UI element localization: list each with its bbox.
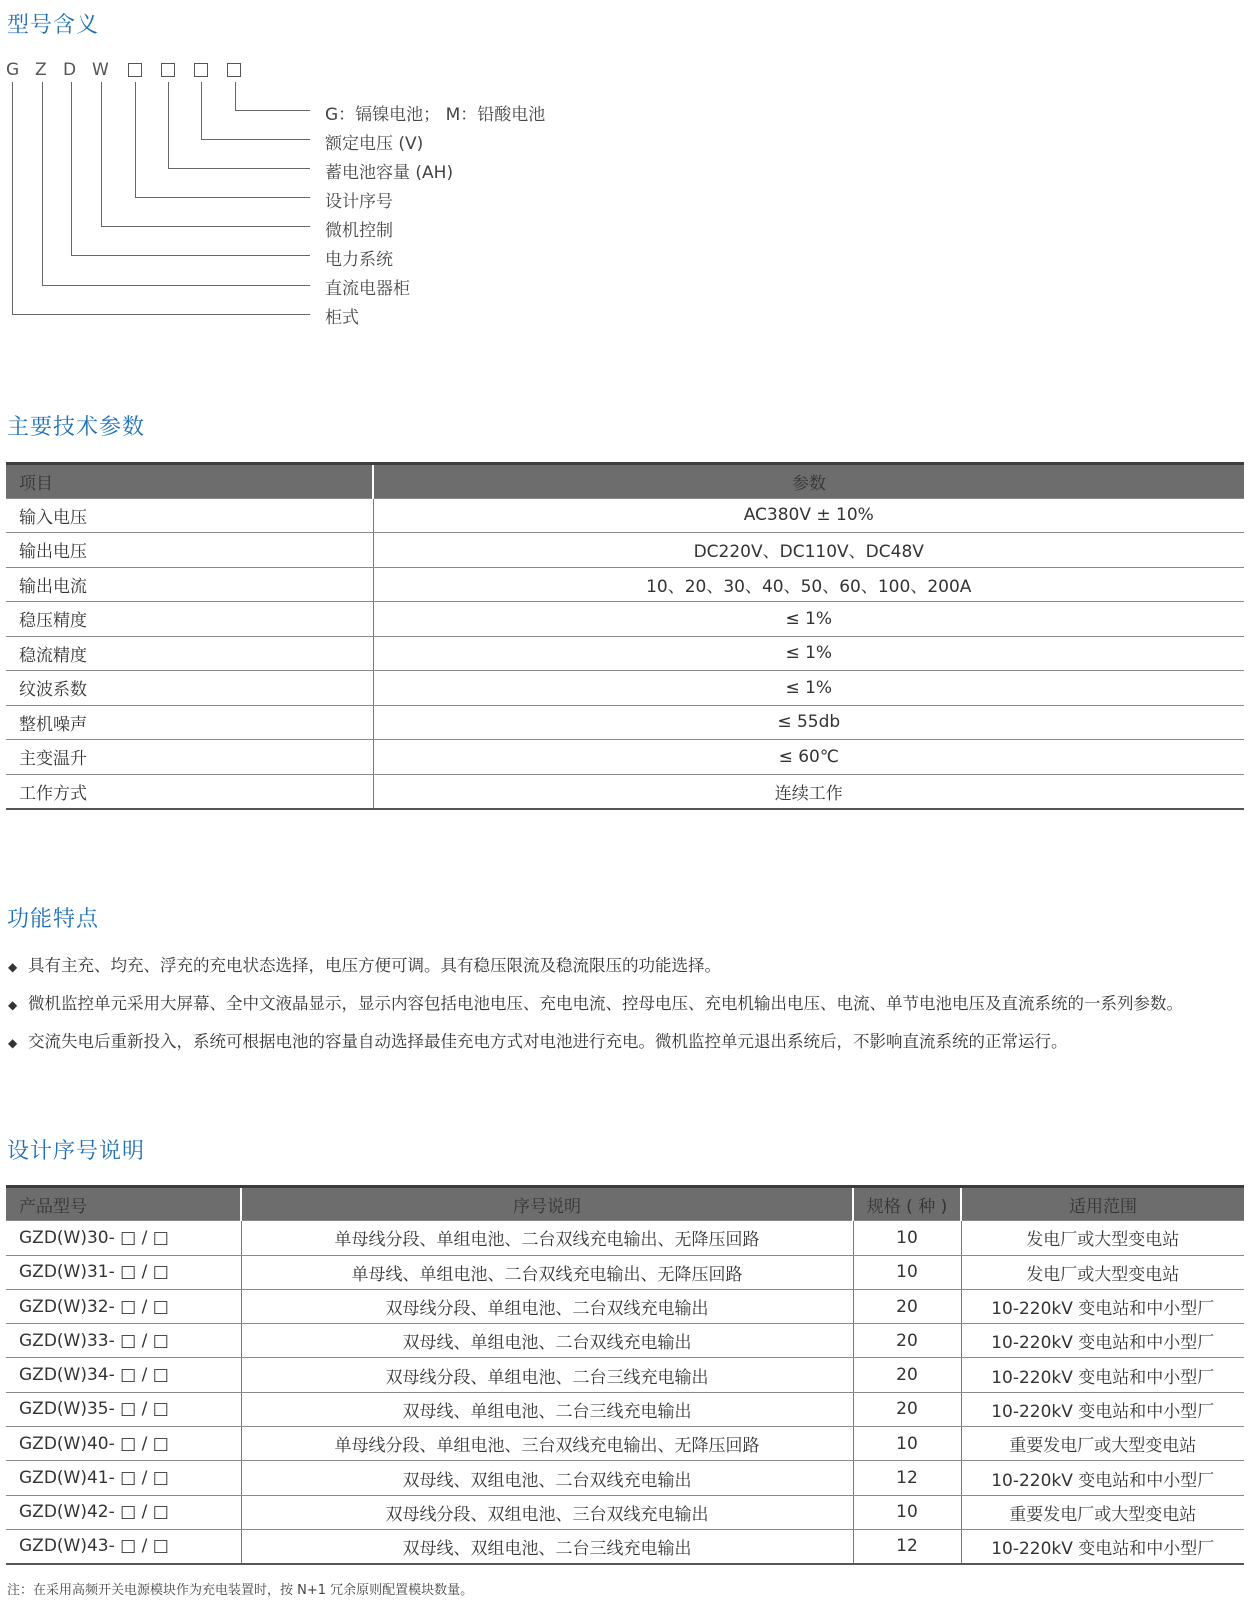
table-row xyxy=(6,1392,1244,1426)
table-header-row xyxy=(6,1187,1244,1221)
column-header: 项目 xyxy=(6,464,373,499)
product-model: GZD(W)42- □ / □ xyxy=(6,1495,241,1529)
table-row xyxy=(6,1495,1244,1529)
column-header: 序号说明 xyxy=(241,1187,853,1221)
spec-count: 20 xyxy=(853,1358,961,1392)
footnote: 注：在采用高频开关电源模块作为充电装置时，按 N+1 冗余原则配置模块数量。 xyxy=(7,1583,474,1598)
spec-count: 20 xyxy=(853,1324,961,1358)
application-scope: 10-220kV 变电站和中小型厂 xyxy=(961,1324,1244,1358)
product-model: GZD(W)35- □ / □ xyxy=(6,1392,241,1426)
application-scope: 重要发电厂或大型变电站 xyxy=(961,1427,1244,1461)
code-placeholder-box xyxy=(194,63,208,77)
spec-count: 20 xyxy=(853,1289,961,1323)
table-row xyxy=(6,602,1244,637)
product-model: GZD(W)32- □ / □ xyxy=(6,1289,241,1323)
table-header-row xyxy=(6,464,1244,499)
param-value: AC380V ± 10% xyxy=(373,498,1244,533)
diamond-bullet-icon: ◆ xyxy=(8,998,18,1012)
table-row xyxy=(6,1461,1244,1495)
feature-item xyxy=(8,990,1183,1014)
feature-text: 微机监控单元采用大屏幕、全中文液晶显示，显示内容包括电池电压、充电电流、控母电压、充电机输出电压、电流、单节电池电压及直流系统的一系列参数。 xyxy=(28,994,1183,1013)
code-letter: D xyxy=(63,60,77,80)
param-name: 输入电压 xyxy=(6,498,373,533)
table-row xyxy=(6,774,1244,809)
code-letter: Z xyxy=(35,60,47,80)
serial-description: 双母线、单组电池、二台双线充电输出 xyxy=(241,1324,853,1358)
spec-count: 12 xyxy=(853,1529,961,1563)
param-value: ≤ 1% xyxy=(373,671,1244,706)
application-scope: 10-220kV 变电站和中小型厂 xyxy=(961,1461,1244,1495)
column-header: 产品型号 xyxy=(6,1187,241,1221)
meaning-cabinet-type: 柜式 xyxy=(325,308,359,328)
spec-count: 10 xyxy=(853,1427,961,1461)
param-value: 连续工作 xyxy=(373,774,1244,809)
code-placeholder-box xyxy=(227,63,241,77)
product-model: GZD(W)43- □ / □ xyxy=(6,1529,241,1563)
product-model: GZD(W)40- □ / □ xyxy=(6,1427,241,1461)
section-title-features: 功能特点 xyxy=(7,907,100,932)
table-row xyxy=(6,1427,1244,1461)
param-name: 稳压精度 xyxy=(6,602,373,637)
meaning-power-system: 电力系统 xyxy=(325,250,393,270)
spec-count: 10 xyxy=(853,1255,961,1289)
param-value: ≤ 1% xyxy=(373,602,1244,637)
table-row xyxy=(6,1358,1244,1392)
param-value: 10、20、30、40、50、60、100、200A xyxy=(373,567,1244,602)
application-scope: 10-220kV 变电站和中小型厂 xyxy=(961,1529,1244,1563)
column-header: 规格 ( 种 ) xyxy=(853,1187,961,1221)
param-value: DC220V、DC110V、DC48V xyxy=(373,533,1244,568)
table-row xyxy=(6,1324,1244,1358)
param-value: ≤ 1% xyxy=(373,636,1244,671)
table-row xyxy=(6,1221,1244,1255)
code-letter: W xyxy=(92,60,109,80)
spec-count: 10 xyxy=(853,1221,961,1255)
section-title-model-meaning: 型号含义 xyxy=(7,13,100,38)
section-title-tech-params: 主要技术参数 xyxy=(7,415,146,440)
meaning-dc-cabinet: 直流电器柜 xyxy=(325,279,410,299)
param-name: 整机噪声 xyxy=(6,705,373,740)
param-name: 工作方式 xyxy=(6,774,373,809)
feature-item xyxy=(8,1028,1068,1052)
feature-item xyxy=(8,952,721,976)
param-name: 稳流精度 xyxy=(6,636,373,671)
table-row xyxy=(6,740,1244,775)
application-scope: 10-220kV 变电站和中小型厂 xyxy=(961,1358,1244,1392)
product-model: GZD(W)41- □ / □ xyxy=(6,1461,241,1495)
product-model: GZD(W)33- □ / □ xyxy=(6,1324,241,1358)
serial-description: 双母线分段、单组电池、二台三线充电输出 xyxy=(241,1358,853,1392)
serial-description: 双母线、双组电池、二台双线充电输出 xyxy=(241,1461,853,1495)
table-row xyxy=(6,1289,1244,1323)
serial-description: 单母线分段、单组电池、二台双线充电输出、无降压回路 xyxy=(241,1221,853,1255)
application-scope: 10-220kV 变电站和中小型厂 xyxy=(961,1392,1244,1426)
code-placeholder-box xyxy=(128,63,142,77)
application-scope: 发电厂或大型变电站 xyxy=(961,1255,1244,1289)
column-header: 适用范围 xyxy=(961,1187,1244,1221)
feature-text: 具有主充、均充、浮充的充电状态选择，电压方便可调。具有稳压限流及稳流限压的功能选择。 xyxy=(28,956,721,975)
table-row xyxy=(6,1529,1244,1563)
param-name: 输出电压 xyxy=(6,533,373,568)
serial-description: 双母线、双组电池、二台三线充电输出 xyxy=(241,1529,853,1563)
tech-params-table xyxy=(6,462,1244,810)
table-row xyxy=(6,533,1244,568)
product-model: GZD(W)30- □ / □ xyxy=(6,1221,241,1255)
diamond-bullet-icon: ◆ xyxy=(8,960,18,974)
spec-count: 10 xyxy=(853,1495,961,1529)
application-scope: 重要发电厂或大型变电站 xyxy=(961,1495,1244,1529)
feature-text: 交流失电后重新投入，系统可根据电池的容量自动选择最佳充电方式对电池进行充电。微机监控单元退出系统后，不影响直流系统的正常运行。 xyxy=(28,1032,1068,1051)
serial-description: 单母线、单组电池、二台双线充电输出、无降压回路 xyxy=(241,1255,853,1289)
serial-description: 双母线分段、双组电池、三台双线充电输出 xyxy=(241,1495,853,1529)
table-row xyxy=(6,636,1244,671)
param-value: ≤ 60℃ xyxy=(373,740,1244,775)
param-value: ≤ 55db xyxy=(373,705,1244,740)
table-row xyxy=(6,705,1244,740)
bracket-line xyxy=(12,82,310,315)
table-row xyxy=(6,1255,1244,1289)
section-title-design-series: 设计序号说明 xyxy=(7,1139,146,1164)
spec-count: 12 xyxy=(853,1461,961,1495)
application-scope: 发电厂或大型变电站 xyxy=(961,1221,1244,1255)
code-letter: G xyxy=(6,60,20,80)
meaning-microcomputer-control: 微机控制 xyxy=(325,221,393,241)
param-name: 纹波系数 xyxy=(6,671,373,706)
meaning-rated-voltage: 额定电压 (V) xyxy=(325,134,424,154)
param-name: 输出电流 xyxy=(6,567,373,602)
application-scope: 10-220kV 变电站和中小型厂 xyxy=(961,1289,1244,1323)
table-row xyxy=(6,671,1244,706)
table-row xyxy=(6,567,1244,602)
serial-description: 双母线分段、单组电池、二台双线充电输出 xyxy=(241,1289,853,1323)
code-placeholder-box xyxy=(161,63,175,77)
meaning-battery-capacity: 蓄电池容量 (AH) xyxy=(325,163,454,183)
diamond-bullet-icon: ◆ xyxy=(8,1036,18,1050)
design-series-table xyxy=(6,1185,1244,1565)
table-row xyxy=(6,498,1244,533)
column-header: 参数 xyxy=(373,464,1244,499)
meaning-design-serial: 设计序号 xyxy=(325,192,393,212)
meaning-battery-type: G：镉镍电池； M：铅酸电池 xyxy=(325,105,546,125)
serial-description: 单母线分段、单组电池、三台双线充电输出、无降压回路 xyxy=(241,1427,853,1461)
product-model: GZD(W)34- □ / □ xyxy=(6,1358,241,1392)
product-model: GZD(W)31- □ / □ xyxy=(6,1255,241,1289)
spec-count: 20 xyxy=(853,1392,961,1426)
param-name: 主变温升 xyxy=(6,740,373,775)
serial-description: 双母线、单组电池、二台三线充电输出 xyxy=(241,1392,853,1426)
